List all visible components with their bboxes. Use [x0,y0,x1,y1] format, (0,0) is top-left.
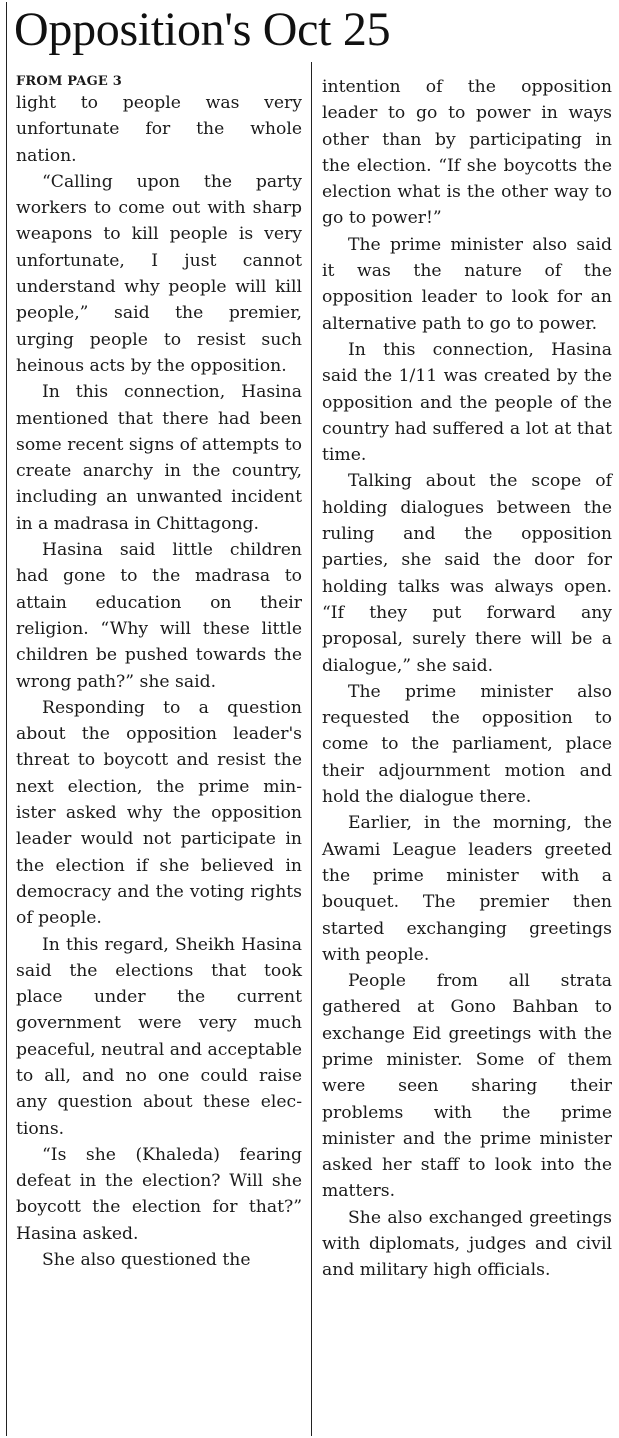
paragraph: “Calling upon the party workers to come out with sharp weapons to kill people is very unfortunate, I just cannot understand why people will kill people,” said the premier, urging people to resist such heinous acts by the opposition. [16,171,302,376]
paragraph: The prime minister also requested the opposition to come to the parliament, place their adjournment motion and hold the dialogue there. [322,681,612,808]
headline: Opposition's Oct 25 [14,3,391,56]
paragraph: In this connection, Hasina mentioned that there had been some recent signs of attempts to create anarchy in the country, including an unwanted incident in a madrasa in Chittagong. [16,382,302,534]
paragraph: In this connection, Hasina said the 1/11 was created by the opposition and the people of the country had suffered a lot at that time. [322,339,612,466]
paragraph: “Is she (Khaleda) fearing defeat in the election? Will she boycott the election for that?” Hasina asked. [16,1144,302,1244]
column-divider-rule [311,62,312,1436]
paragraph: The prime minister also said it was the nature of the opposition leader to look for an alternative path to go to power. [322,234,612,334]
article-column-left [16,72,302,1273]
paragraph: In this regard, Sheikh Hasina said the elections that took place under the current government were very much peaceful, neutral and acceptable to all, and no one could raise any question about these elections. [16,934,302,1139]
paragraph: Responding to a question about the opposition leader's threat to boycott and resist the next election, the prime minister asked why the opposition leader would not participate in the election if she believed in democracy and the voting rights of people. [16,697,302,929]
paragraph: intention of the opposition leader to go to power in ways other than by participating in the election. “If she boycotts the election what is the other way to go to power!” [322,77,612,229]
paragraph: People from all strata gathered at Gono Bahban to exchange Eid greetings with the prime minister. Some of them were seen sharing their problems with the prime minister and the prime minister asked her staff to look into the matters. [322,971,612,1202]
continuation-kicker: FROM PAGE 3 [16,74,122,89]
paragraph: She also questioned the [42,1250,251,1271]
left-column-rule [6,2,7,1436]
paragraph: She also exchanged greetings with diplomats, judges and civil and military high officials. [322,1207,612,1281]
paragraph: Hasina said little children had gone to the madrasa to attain education on their religion. “Why will these little children be pushed towards the wrong path?” she said. [16,540,302,692]
article-column-right [322,74,612,1284]
paragraph: light to people was very unfortunate for the whole nation. [16,93,302,166]
paragraph: Earlier, in the morning, the Awami League leaders greeted the prime minister with a bouquet. The premier then started exchanging greetings with people. [322,813,612,965]
paragraph: Talking about the scope of holding dialogues between the ruling and the opposition parties, she said the door for holding talks was always open. “If they put forward any proposal, surely there will be a dialogue,” she said. [322,471,612,676]
